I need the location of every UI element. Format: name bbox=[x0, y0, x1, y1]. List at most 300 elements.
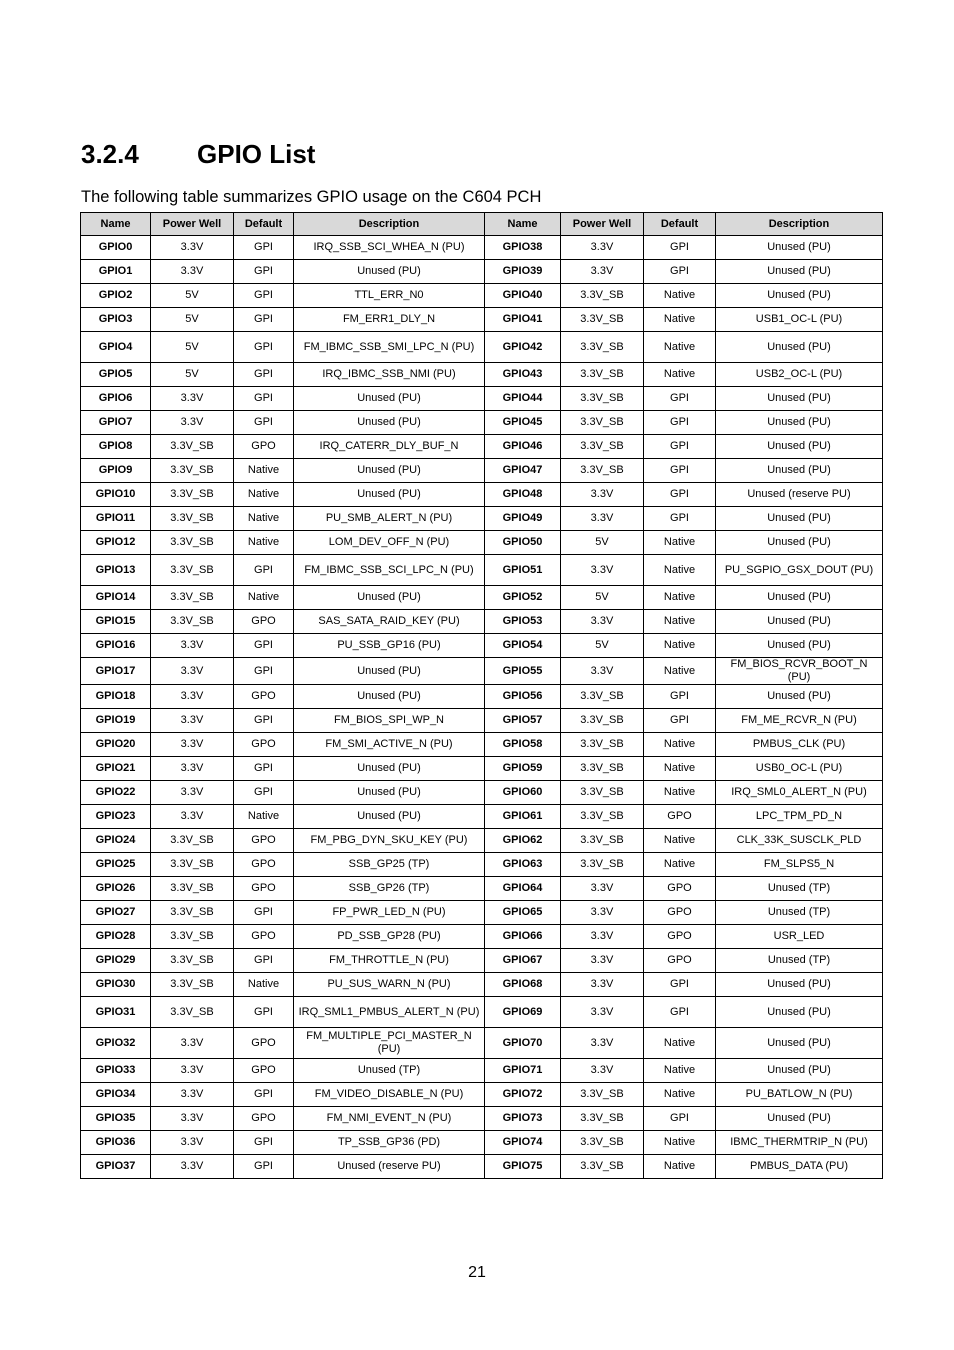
cell-power-well: 3.3V bbox=[151, 1059, 234, 1083]
cell-power-well: 3.3V_SB bbox=[561, 685, 644, 709]
cell-description: IRQ_SSB_SCI_WHEA_N (PU) bbox=[294, 236, 485, 260]
cell-power-well: 3.3V_SB bbox=[561, 1155, 644, 1179]
cell-power-well: 3.3V_SB bbox=[561, 1107, 644, 1131]
cell-default: GPI bbox=[234, 634, 294, 658]
cell-default: GPI bbox=[234, 997, 294, 1028]
cell-default: GPI bbox=[234, 949, 294, 973]
cell-name: GPIO75 bbox=[485, 1155, 561, 1179]
cell-power-well: 3.3V bbox=[561, 555, 644, 586]
table-row bbox=[81, 260, 883, 284]
cell-power-well: 3.3V_SB bbox=[151, 973, 234, 997]
cell-name: GPIO68 bbox=[485, 973, 561, 997]
cell-description: PU_SMB_ALERT_N (PU) bbox=[294, 507, 485, 531]
cell-default: Native bbox=[644, 610, 716, 634]
cell-default: GPI bbox=[644, 709, 716, 733]
cell-power-well: 3.3V_SB bbox=[561, 709, 644, 733]
cell-description: Unused (PU) bbox=[716, 236, 883, 260]
cell-name: GPIO74 bbox=[485, 1131, 561, 1155]
cell-name: GPIO31 bbox=[81, 997, 151, 1028]
table-row bbox=[81, 973, 883, 997]
cell-power-well: 3.3V bbox=[151, 1107, 234, 1131]
table-header-row bbox=[81, 213, 883, 236]
cell-default: Native bbox=[644, 586, 716, 610]
cell-name: GPIO51 bbox=[485, 555, 561, 586]
cell-default: GPI bbox=[234, 1131, 294, 1155]
cell-default: GPO bbox=[644, 877, 716, 901]
cell-name: GPIO61 bbox=[485, 805, 561, 829]
cell-power-well: 3.3V_SB bbox=[151, 877, 234, 901]
cell-power-well: 3.3V_SB bbox=[561, 853, 644, 877]
cell-description: IBMC_THERMTRIP_N (PU) bbox=[716, 1131, 883, 1155]
cell-name: GPIO10 bbox=[81, 483, 151, 507]
cell-default: GPI bbox=[234, 1155, 294, 1179]
section-title: GPIO List bbox=[197, 138, 316, 169]
cell-description: Unused (reserve PU) bbox=[716, 483, 883, 507]
cell-name: GPIO13 bbox=[81, 555, 151, 586]
cell-description: FM_BIOS_RCVR_BOOT_N (PU) bbox=[716, 658, 883, 685]
cell-power-well: 3.3V bbox=[561, 877, 644, 901]
cell-description: Unused (PU) bbox=[294, 387, 485, 411]
cell-name: GPIO33 bbox=[81, 1059, 151, 1083]
table-row bbox=[81, 483, 883, 507]
cell-description: Unused (PU) bbox=[294, 459, 485, 483]
table-row bbox=[81, 1107, 883, 1131]
cell-name: GPIO67 bbox=[485, 949, 561, 973]
cell-default: GPO bbox=[644, 949, 716, 973]
cell-power-well: 3.3V bbox=[151, 781, 234, 805]
cell-default: Native bbox=[644, 1131, 716, 1155]
cell-description: LOM_DEV_OFF_N (PU) bbox=[294, 531, 485, 555]
table-row bbox=[81, 781, 883, 805]
table-row bbox=[81, 459, 883, 483]
cell-power-well: 3.3V_SB bbox=[151, 435, 234, 459]
cell-default: GPO bbox=[234, 1059, 294, 1083]
cell-default: GPI bbox=[644, 260, 716, 284]
table-row bbox=[81, 1083, 883, 1107]
cell-name: GPIO15 bbox=[81, 610, 151, 634]
cell-description: Unused (PU) bbox=[294, 483, 485, 507]
cell-description: Unused (PU) bbox=[716, 1107, 883, 1131]
cell-description: Unused (TP) bbox=[294, 1059, 485, 1083]
cell-description: Unused (PU) bbox=[294, 586, 485, 610]
cell-name: GPIO44 bbox=[485, 387, 561, 411]
cell-default: GPI bbox=[234, 332, 294, 363]
cell-power-well: 3.3V_SB bbox=[151, 586, 234, 610]
header-description: Description bbox=[716, 213, 883, 236]
cell-power-well: 3.3V bbox=[561, 483, 644, 507]
cell-default: GPO bbox=[644, 805, 716, 829]
cell-name: GPIO69 bbox=[485, 997, 561, 1028]
table-row bbox=[81, 507, 883, 531]
cell-default: Native bbox=[644, 658, 716, 685]
table-row bbox=[81, 877, 883, 901]
cell-name: GPIO55 bbox=[485, 658, 561, 685]
cell-power-well: 3.3V_SB bbox=[151, 531, 234, 555]
cell-description: FM_ME_RCVR_N (PU) bbox=[716, 709, 883, 733]
cell-description: Unused (PU) bbox=[294, 781, 485, 805]
cell-description: Unused (PU) bbox=[716, 531, 883, 555]
cell-default: GPO bbox=[644, 901, 716, 925]
cell-default: GPI bbox=[644, 483, 716, 507]
cell-description: FM_IBMC_SSB_SCI_LPC_N (PU) bbox=[294, 555, 485, 586]
cell-description: Unused (PU) bbox=[716, 387, 883, 411]
table-row bbox=[81, 685, 883, 709]
cell-name: GPIO70 bbox=[485, 1028, 561, 1059]
cell-power-well: 3.3V bbox=[151, 1131, 234, 1155]
cell-description: SAS_SATA_RAID_KEY (PU) bbox=[294, 610, 485, 634]
cell-description: Unused (PU) bbox=[716, 586, 883, 610]
table-row bbox=[81, 332, 883, 363]
cell-description: FM_THROTTLE_N (PU) bbox=[294, 949, 485, 973]
cell-description: IRQ_SML1_PMBUS_ALERT_N (PU) bbox=[294, 997, 485, 1028]
cell-name: GPIO43 bbox=[485, 363, 561, 387]
cell-default: GPO bbox=[234, 1028, 294, 1059]
cell-description: CLK_33K_SUSCLK_PLD bbox=[716, 829, 883, 853]
cell-description: Unused (PU) bbox=[294, 658, 485, 685]
cell-default: Native bbox=[234, 586, 294, 610]
cell-power-well: 3.3V_SB bbox=[561, 781, 644, 805]
cell-name: GPIO37 bbox=[81, 1155, 151, 1179]
cell-name: GPIO29 bbox=[81, 949, 151, 973]
cell-description: Unused (reserve PU) bbox=[294, 1155, 485, 1179]
table-row bbox=[81, 610, 883, 634]
cell-power-well: 3.3V bbox=[561, 925, 644, 949]
cell-name: GPIO54 bbox=[485, 634, 561, 658]
cell-power-well: 3.3V_SB bbox=[151, 997, 234, 1028]
header-default: Default bbox=[234, 213, 294, 236]
cell-description: SSB_GP25 (TP) bbox=[294, 853, 485, 877]
cell-default: GPI bbox=[644, 387, 716, 411]
cell-description: FM_MULTIPLE_PCI_MASTER_N (PU) bbox=[294, 1028, 485, 1059]
cell-default: GPO bbox=[234, 853, 294, 877]
cell-power-well: 3.3V_SB bbox=[151, 610, 234, 634]
cell-default: GPI bbox=[234, 411, 294, 435]
table-row bbox=[81, 308, 883, 332]
header-name: Name bbox=[485, 213, 561, 236]
table-row bbox=[81, 925, 883, 949]
cell-default: Native bbox=[234, 483, 294, 507]
cell-name: GPIO1 bbox=[81, 260, 151, 284]
cell-default: GPO bbox=[234, 733, 294, 757]
cell-power-well: 3.3V_SB bbox=[561, 363, 644, 387]
cell-power-well: 3.3V bbox=[561, 949, 644, 973]
cell-power-well: 3.3V_SB bbox=[151, 925, 234, 949]
cell-power-well: 3.3V_SB bbox=[151, 901, 234, 925]
cell-power-well: 3.3V_SB bbox=[561, 459, 644, 483]
cell-power-well: 3.3V bbox=[561, 260, 644, 284]
cell-power-well: 3.3V_SB bbox=[151, 853, 234, 877]
cell-power-well: 5V bbox=[151, 332, 234, 363]
section-number: 3.2.4 bbox=[81, 138, 139, 169]
cell-power-well: 3.3V bbox=[151, 387, 234, 411]
cell-description: LPC_TPM_PD_N bbox=[716, 805, 883, 829]
cell-power-well: 3.3V_SB bbox=[561, 332, 644, 363]
cell-description: Unused (PU) bbox=[294, 757, 485, 781]
cell-name: GPIO35 bbox=[81, 1107, 151, 1131]
cell-name: GPIO46 bbox=[485, 435, 561, 459]
cell-name: GPIO5 bbox=[81, 363, 151, 387]
cell-default: GPI bbox=[644, 411, 716, 435]
cell-name: GPIO22 bbox=[81, 781, 151, 805]
cell-default: Native bbox=[644, 284, 716, 308]
table-row bbox=[81, 411, 883, 435]
table-row bbox=[81, 853, 883, 877]
table-row bbox=[81, 236, 883, 260]
cell-description: Unused (PU) bbox=[716, 610, 883, 634]
cell-default: GPO bbox=[644, 925, 716, 949]
cell-description: USB1_OC-L (PU) bbox=[716, 308, 883, 332]
cell-description: IRQ_IBMC_SSB_NMI (PU) bbox=[294, 363, 485, 387]
cell-description: Unused (PU) bbox=[716, 332, 883, 363]
cell-description: Unused (PU) bbox=[716, 284, 883, 308]
cell-name: GPIO11 bbox=[81, 507, 151, 531]
cell-power-well: 3.3V bbox=[561, 901, 644, 925]
cell-power-well: 3.3V bbox=[151, 709, 234, 733]
cell-default: GPI bbox=[644, 236, 716, 260]
cell-name: GPIO60 bbox=[485, 781, 561, 805]
table-row bbox=[81, 1131, 883, 1155]
cell-power-well: 3.3V bbox=[151, 634, 234, 658]
cell-default: Native bbox=[644, 555, 716, 586]
cell-description: FM_NMI_EVENT_N (PU) bbox=[294, 1107, 485, 1131]
cell-description: Unused (TP) bbox=[716, 901, 883, 925]
cell-name: GPIO64 bbox=[485, 877, 561, 901]
cell-description: USR_LED bbox=[716, 925, 883, 949]
cell-default: GPI bbox=[234, 387, 294, 411]
cell-default: Native bbox=[234, 459, 294, 483]
cell-default: GPO bbox=[234, 685, 294, 709]
cell-power-well: 3.3V_SB bbox=[561, 411, 644, 435]
cell-name: GPIO71 bbox=[485, 1059, 561, 1083]
cell-default: Native bbox=[644, 757, 716, 781]
cell-name: GPIO9 bbox=[81, 459, 151, 483]
cell-power-well: 3.3V_SB bbox=[561, 805, 644, 829]
cell-description: Unused (PU) bbox=[294, 805, 485, 829]
cell-power-well: 3.3V bbox=[151, 685, 234, 709]
cell-name: GPIO28 bbox=[81, 925, 151, 949]
cell-name: GPIO6 bbox=[81, 387, 151, 411]
page-number: 21 bbox=[468, 1264, 486, 1281]
cell-description: Unused (PU) bbox=[716, 634, 883, 658]
cell-default: GPI bbox=[644, 1107, 716, 1131]
cell-default: GPO bbox=[234, 1107, 294, 1131]
cell-default: GPI bbox=[234, 284, 294, 308]
cell-description: Unused (PU) bbox=[716, 507, 883, 531]
cell-name: GPIO25 bbox=[81, 853, 151, 877]
cell-power-well: 3.3V_SB bbox=[151, 949, 234, 973]
cell-description: Unused (PU) bbox=[716, 685, 883, 709]
cell-name: GPIO18 bbox=[81, 685, 151, 709]
table-row bbox=[81, 1059, 883, 1083]
cell-default: Native bbox=[644, 1059, 716, 1083]
cell-name: GPIO42 bbox=[485, 332, 561, 363]
cell-name: GPIO65 bbox=[485, 901, 561, 925]
cell-default: GPO bbox=[234, 435, 294, 459]
cell-power-well: 3.3V bbox=[151, 805, 234, 829]
cell-power-well: 5V bbox=[561, 531, 644, 555]
cell-name: GPIO7 bbox=[81, 411, 151, 435]
cell-name: GPIO26 bbox=[81, 877, 151, 901]
cell-description: FM_ERR1_DLY_N bbox=[294, 308, 485, 332]
table-row bbox=[81, 733, 883, 757]
cell-power-well: 3.3V_SB bbox=[561, 435, 644, 459]
cell-name: GPIO72 bbox=[485, 1083, 561, 1107]
cell-name: GPIO16 bbox=[81, 634, 151, 658]
cell-description: FM_VIDEO_DISABLE_N (PU) bbox=[294, 1083, 485, 1107]
cell-default: GPI bbox=[644, 997, 716, 1028]
table-row bbox=[81, 363, 883, 387]
cell-power-well: 3.3V_SB bbox=[561, 387, 644, 411]
cell-description: PU_BATLOW_N (PU) bbox=[716, 1083, 883, 1107]
table-row bbox=[81, 531, 883, 555]
cell-description: PU_SSB_GP16 (PU) bbox=[294, 634, 485, 658]
cell-default: GPI bbox=[644, 435, 716, 459]
cell-description: Unused (PU) bbox=[716, 973, 883, 997]
header-default: Default bbox=[644, 213, 716, 236]
cell-name: GPIO14 bbox=[81, 586, 151, 610]
cell-power-well: 3.3V_SB bbox=[151, 555, 234, 586]
cell-name: GPIO53 bbox=[485, 610, 561, 634]
cell-default: Native bbox=[644, 308, 716, 332]
table-row bbox=[81, 435, 883, 459]
cell-power-well: 3.3V bbox=[561, 507, 644, 531]
header-power-well: Power Well bbox=[561, 213, 644, 236]
cell-power-well: 3.3V_SB bbox=[561, 757, 644, 781]
cell-default: GPO bbox=[234, 610, 294, 634]
cell-name: GPIO8 bbox=[81, 435, 151, 459]
gpio-table bbox=[80, 212, 883, 1179]
cell-power-well: 5V bbox=[151, 308, 234, 332]
cell-power-well: 3.3V bbox=[151, 757, 234, 781]
cell-name: GPIO4 bbox=[81, 332, 151, 363]
cell-description: Unused (PU) bbox=[294, 685, 485, 709]
cell-power-well: 3.3V bbox=[561, 973, 644, 997]
cell-power-well: 5V bbox=[151, 363, 234, 387]
cell-name: GPIO47 bbox=[485, 459, 561, 483]
cell-default: Native bbox=[644, 634, 716, 658]
table-row bbox=[81, 949, 883, 973]
cell-description: Unused (TP) bbox=[716, 949, 883, 973]
cell-description: Unused (PU) bbox=[294, 411, 485, 435]
cell-default: GPI bbox=[644, 973, 716, 997]
cell-name: GPIO2 bbox=[81, 284, 151, 308]
cell-default: Native bbox=[644, 1155, 716, 1179]
cell-name: GPIO63 bbox=[485, 853, 561, 877]
cell-power-well: 3.3V_SB bbox=[151, 459, 234, 483]
table-row bbox=[81, 555, 883, 586]
table-row bbox=[81, 1155, 883, 1179]
table-row bbox=[81, 1028, 883, 1059]
cell-default: Native bbox=[644, 781, 716, 805]
cell-power-well: 3.3V bbox=[151, 236, 234, 260]
cell-power-well: 3.3V_SB bbox=[151, 483, 234, 507]
cell-name: GPIO21 bbox=[81, 757, 151, 781]
cell-power-well: 3.3V bbox=[151, 260, 234, 284]
cell-description: Unused (PU) bbox=[716, 459, 883, 483]
cell-power-well: 3.3V bbox=[151, 1083, 234, 1107]
cell-name: GPIO58 bbox=[485, 733, 561, 757]
cell-description: TTL_ERR_N0 bbox=[294, 284, 485, 308]
cell-power-well: 3.3V bbox=[151, 1028, 234, 1059]
table-row bbox=[81, 586, 883, 610]
cell-description: FP_PWR_LED_N (PU) bbox=[294, 901, 485, 925]
table-row bbox=[81, 901, 883, 925]
cell-description: Unused (PU) bbox=[716, 260, 883, 284]
cell-description: USB2_OC-L (PU) bbox=[716, 363, 883, 387]
cell-power-well: 5V bbox=[561, 634, 644, 658]
section-heading bbox=[81, 134, 315, 174]
cell-description: FM_SMI_ACTIVE_N (PU) bbox=[294, 733, 485, 757]
cell-name: GPIO32 bbox=[81, 1028, 151, 1059]
cell-default: GPO bbox=[234, 925, 294, 949]
table-row bbox=[81, 805, 883, 829]
header-description: Description bbox=[294, 213, 485, 236]
table-row bbox=[81, 709, 883, 733]
cell-description: TP_SSB_GP36 (PD) bbox=[294, 1131, 485, 1155]
cell-default: GPI bbox=[644, 507, 716, 531]
cell-description: Unused (PU) bbox=[716, 1028, 883, 1059]
intro-text: The following table summarizes GPIO usage on the C604 PCH bbox=[81, 188, 542, 206]
cell-description: Unused (PU) bbox=[716, 411, 883, 435]
cell-description: IRQ_CATERR_DLY_BUF_N bbox=[294, 435, 485, 459]
cell-default: Native bbox=[644, 733, 716, 757]
cell-name: GPIO56 bbox=[485, 685, 561, 709]
cell-power-well: 3.3V bbox=[561, 610, 644, 634]
cell-power-well: 3.3V bbox=[151, 411, 234, 435]
cell-default: Native bbox=[644, 363, 716, 387]
cell-power-well: 5V bbox=[151, 284, 234, 308]
cell-name: GPIO36 bbox=[81, 1131, 151, 1155]
cell-name: GPIO59 bbox=[485, 757, 561, 781]
cell-description: PMBUS_CLK (PU) bbox=[716, 733, 883, 757]
cell-default: GPI bbox=[234, 709, 294, 733]
cell-power-well: 3.3V bbox=[151, 733, 234, 757]
cell-name: GPIO30 bbox=[81, 973, 151, 997]
cell-name: GPIO50 bbox=[485, 531, 561, 555]
cell-description: PD_SSB_GP28 (PU) bbox=[294, 925, 485, 949]
cell-description: FM_SLPS5_N bbox=[716, 853, 883, 877]
cell-name: GPIO3 bbox=[81, 308, 151, 332]
cell-power-well: 3.3V_SB bbox=[561, 284, 644, 308]
cell-default: Native bbox=[644, 332, 716, 363]
cell-default: GPI bbox=[234, 1083, 294, 1107]
cell-name: GPIO17 bbox=[81, 658, 151, 685]
cell-description: Unused (PU) bbox=[716, 435, 883, 459]
cell-name: GPIO48 bbox=[485, 483, 561, 507]
cell-power-well: 3.3V_SB bbox=[561, 1131, 644, 1155]
cell-description: PU_SUS_WARN_N (PU) bbox=[294, 973, 485, 997]
cell-name: GPIO45 bbox=[485, 411, 561, 435]
cell-default: Native bbox=[234, 973, 294, 997]
cell-description: PMBUS_DATA (PU) bbox=[716, 1155, 883, 1179]
cell-power-well: 3.3V_SB bbox=[561, 733, 644, 757]
cell-default: Native bbox=[644, 829, 716, 853]
cell-name: GPIO39 bbox=[485, 260, 561, 284]
cell-name: GPIO34 bbox=[81, 1083, 151, 1107]
cell-default: Native bbox=[234, 805, 294, 829]
cell-name: GPIO57 bbox=[485, 709, 561, 733]
table-row bbox=[81, 284, 883, 308]
cell-description: PU_SGPIO_GSX_DOUT (PU) bbox=[716, 555, 883, 586]
cell-description: Unused (PU) bbox=[716, 1059, 883, 1083]
cell-default: GPI bbox=[234, 901, 294, 925]
table-row bbox=[81, 387, 883, 411]
cell-default: GPO bbox=[234, 829, 294, 853]
cell-default: GPI bbox=[234, 658, 294, 685]
cell-name: GPIO0 bbox=[81, 236, 151, 260]
cell-description: Unused (PU) bbox=[716, 997, 883, 1028]
cell-default: Native bbox=[234, 531, 294, 555]
